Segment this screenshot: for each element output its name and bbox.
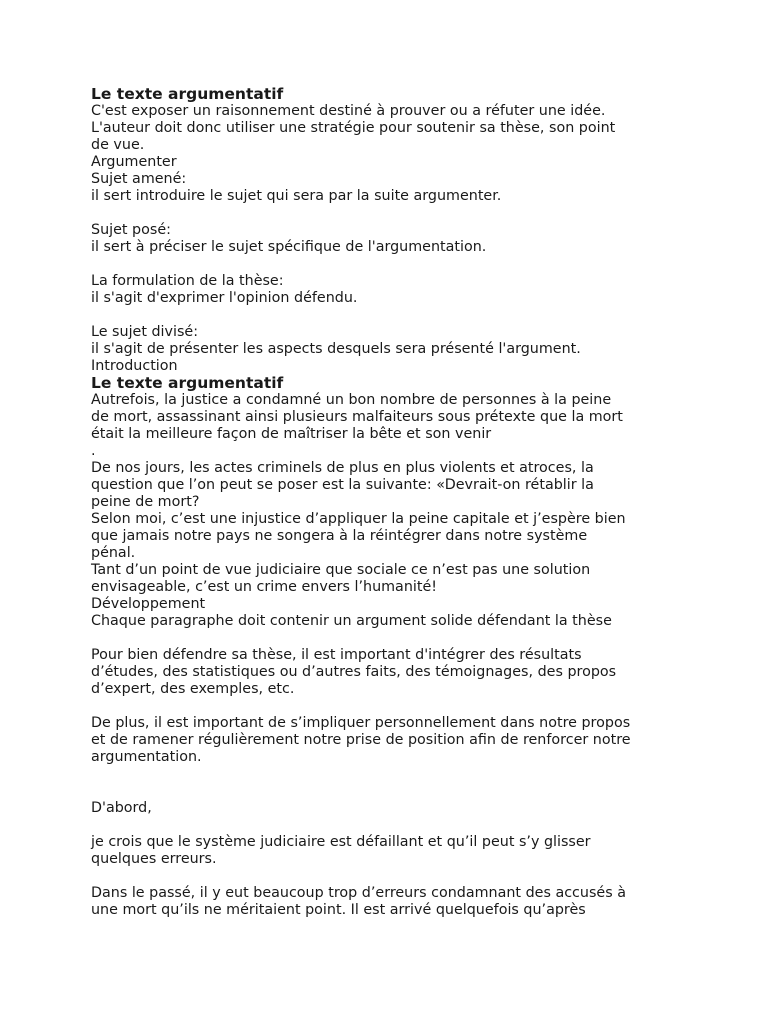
- text-line: Argumenter: [91, 154, 177, 170]
- text-line: il sert à préciser le sujet spécifique de l'argumentation.: [91, 239, 487, 255]
- document-page: [91, 86, 691, 919]
- text-line: je crois que le système judiciaire est défaillant et qu’il peut s’y glisser: [91, 834, 591, 850]
- text-line: Sujet amené:: [91, 171, 187, 187]
- text-line: Le sujet divisé:: [91, 324, 199, 340]
- text-line: et de ramener régulièrement notre prise de position afin de renforcer notre: [91, 732, 631, 748]
- text-line: De nos jours, les actes criminels de plus en plus violents et atroces, la: [91, 460, 594, 476]
- text-line: d’expert, des exemples, etc.: [91, 681, 295, 697]
- text-line: .: [91, 443, 96, 459]
- text-line: D'abord,: [91, 800, 152, 816]
- blank-line: [91, 630, 691, 647]
- text-line: C'est exposer un raisonnement destiné à prouver ou a réfuter une idée.: [91, 103, 606, 119]
- text-line: Selon moi, c’est une injustice d’appliquer la peine capitale et j’espère bien: [91, 511, 626, 527]
- text-line: Dans le passé, il y eut beaucoup trop d’erreurs condamnant des accusés à: [91, 885, 626, 901]
- text-line: il sert introduire le sujet qui sera par la suite argumenter.: [91, 188, 502, 204]
- text-line: de mort, assassinant ainsi plusieurs malfaiteurs sous prétexte que la mort: [91, 409, 623, 425]
- text-line: Autrefois, la justice a condamné un bon nombre de personnes à la peine: [91, 392, 612, 408]
- blank-line: [91, 868, 691, 885]
- blank-line: [91, 766, 691, 800]
- text-line: de vue.: [91, 137, 145, 153]
- text-line: L'auteur doit donc utiliser une stratégie pour soutenir sa thèse, son point: [91, 120, 616, 136]
- text-line: question que l’on peut se poser est la suivante: «Devrait-on rétablir la: [91, 477, 594, 493]
- text-line: Introduction: [91, 358, 178, 374]
- text-line: une mort qu’ils ne méritaient point. Il est arrivé quelquefois qu’après: [91, 902, 586, 918]
- document-heading: Le texte argumentatif: [91, 85, 284, 103]
- text-line: que jamais notre pays ne songera à la réintégrer dans notre système: [91, 528, 588, 544]
- text-line: Chaque paragraphe doit contenir un argument solide défendant la thèse: [91, 613, 612, 629]
- text-line: quelques erreurs.: [91, 851, 217, 867]
- blank-line: [91, 698, 691, 715]
- blank-line: [91, 307, 691, 324]
- text-line: Sujet posé:: [91, 222, 171, 238]
- text-line: peine de mort?: [91, 494, 200, 510]
- blank-line: [91, 256, 691, 273]
- text-line: envisageable, c’est un crime envers l’humanité!: [91, 579, 437, 595]
- text-line: était la meilleure façon de maîtriser la bête et son venir: [91, 426, 492, 442]
- text-line: il s'agit de présenter les aspects desquels sera présenté l'argument.: [91, 341, 581, 357]
- text-line: Tant d’un point de vue judiciaire que sociale ce n’est pas une solution: [91, 562, 591, 578]
- text-line: d’études, des statistiques ou d’autres faits, des témoignages, des propos: [91, 664, 617, 680]
- text-line: argumentation.: [91, 749, 202, 765]
- blank-line: [91, 205, 691, 222]
- document-heading: Le texte argumentatif: [91, 374, 284, 392]
- text-line: De plus, il est important de s’impliquer personnellement dans notre propos: [91, 715, 631, 731]
- text-line: La formulation de la thèse:: [91, 273, 284, 289]
- text-line: pénal.: [91, 545, 136, 561]
- text-line: Développement: [91, 596, 206, 612]
- text-line: Pour bien défendre sa thèse, il est important d'intégrer des résultats: [91, 647, 582, 663]
- text-line: il s'agit d'exprimer l'opinion défendu.: [91, 290, 358, 306]
- blank-line: [91, 817, 691, 834]
